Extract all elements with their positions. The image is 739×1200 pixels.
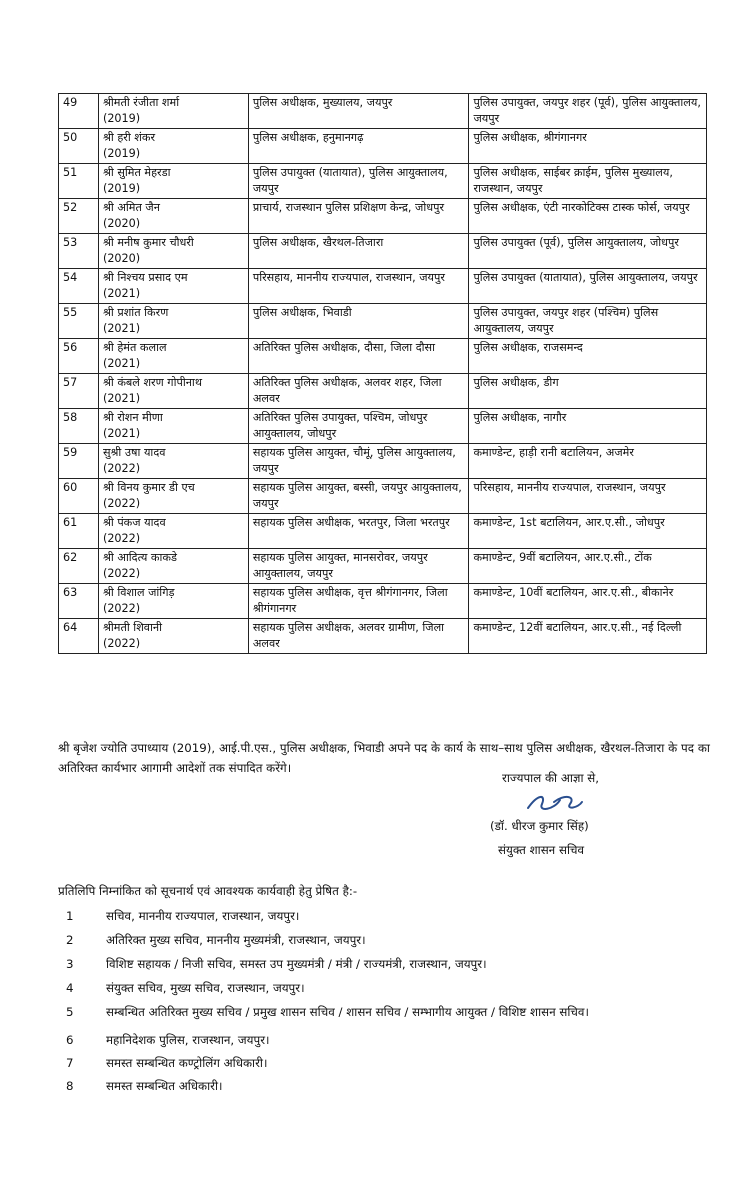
officer-name-text: श्रीमती रंजीता शर्मा xyxy=(102,96,180,109)
new-posting: पुलिस उपायुक्त (यातायात), पुलिस आयुक्तालय, जयपुर xyxy=(469,269,707,304)
officer-name-text: श्री पंकज यादव xyxy=(102,516,166,529)
batch-year: (2020) xyxy=(102,252,141,265)
current-posting: पुलिस अधीक्षक, मुख्यालय, जयपुर xyxy=(248,94,469,129)
list-item xyxy=(58,908,698,932)
new-posting: पुलिस अधीक्षक, नागौर xyxy=(469,409,707,444)
current-posting: सहायक पुलिस आयुक्त, मानसरोवर, जयपुर आयुक्तालय, जयपुर xyxy=(248,549,469,584)
serial-number: 52 xyxy=(59,199,99,234)
new-posting: कमाण्डेन्ट, 9वीं बटालियन, आर.ए.सी., टोंक xyxy=(469,549,707,584)
list-number: 7 xyxy=(66,1056,74,1070)
table-row xyxy=(59,584,707,619)
current-posting: अतिरिक्त पुलिस अधीक्षक, अलवर शहर, जिला अलवर xyxy=(248,374,469,409)
current-posting: अतिरिक्त पुलिस अधीक्षक, दौसा, जिला दौसा xyxy=(248,339,469,374)
new-posting: पुलिस अधीक्षक, श्रीगंगानगर xyxy=(469,129,707,164)
batch-year: (2020) xyxy=(102,217,141,230)
officer-cell xyxy=(98,339,248,374)
table-row xyxy=(59,129,707,164)
officer-cell xyxy=(98,514,248,549)
new-posting: कमाण्डेन्ट, 12वीं बटालियन, आर.ए.सी., नई दिल्ली xyxy=(469,619,707,654)
additional-charge-note: श्री बृजेश ज्योति उपाध्याय (2019), आई.पी.एस., पुलिस अधीक्षक, भिवाडी अपने पद के कार्य के साथ–साथ पुलिस अधीक्षक, खैरथल-तिजारा के पद का अतिरिक्त कार्यभार आगामी आदेशों तक संपादित करेंगे। xyxy=(58,740,710,775)
officer-name-text: श्री निश्चय प्रसाद एम xyxy=(102,271,188,284)
current-posting: पुलिस अधीक्षक, हनुमानगढ़ xyxy=(248,129,469,164)
officer-cell xyxy=(98,199,248,234)
officer-cell xyxy=(98,479,248,514)
table-row xyxy=(59,94,707,129)
batch-year: (2019) xyxy=(102,147,141,160)
table-row xyxy=(59,514,707,549)
officer-cell xyxy=(98,269,248,304)
officer-designation: संयुक्त शासन सचिव xyxy=(498,843,585,857)
officer-name-text: श्री प्रशांत किरण xyxy=(102,306,169,319)
list-number: 1 xyxy=(66,909,74,923)
new-posting: कमाण्डेन्ट, 10वीं बटालियन, आर.ए.सी., बीकानेर xyxy=(469,584,707,619)
list-number: 3 xyxy=(66,957,74,971)
serial-number: 60 xyxy=(59,479,99,514)
officer-name-text: श्री हरी शंकर xyxy=(102,131,156,144)
officer-cell xyxy=(98,584,248,619)
list-item xyxy=(58,1032,698,1055)
serial-number: 59 xyxy=(59,444,99,479)
list-item xyxy=(58,980,698,1004)
list-text: विशिष्ट सहायक / निजी सचिव, समस्त उप मुख्यमंत्री / मंत्री / राज्यमंत्री, राजस्थान, जयपुर। xyxy=(106,957,487,971)
batch-year: (2022) xyxy=(102,602,141,615)
current-posting: पुलिस उपायुक्त (यातायात), पुलिस आयुक्तालय, जयपुर xyxy=(248,164,469,199)
table-row xyxy=(59,304,707,339)
officer-cell xyxy=(98,444,248,479)
new-posting: पुलिस अधीक्षक, डीग xyxy=(469,374,707,409)
list-number: 6 xyxy=(66,1033,74,1047)
officer-name-text: श्री रोशन मीणा xyxy=(102,411,163,424)
list-text: संयुक्त सचिव, मुख्य सचिव, राजस्थान, जयपुर। xyxy=(106,981,305,995)
officer-name: (डॉ. धीरज कुमार सिंह) xyxy=(490,819,589,833)
officer-name-text: श्री कंबले शरण गोपीनाथ xyxy=(102,376,202,389)
batch-year: (2019) xyxy=(102,182,141,195)
officer-name-text: श्री अमित जैन xyxy=(102,201,160,214)
batch-year: (2021) xyxy=(102,357,141,370)
table-row xyxy=(59,234,707,269)
batch-year: (2019) xyxy=(102,112,141,125)
new-posting: कमाण्डेन्ट, हाड़ी रानी बटालियन, अजमेर xyxy=(469,444,707,479)
new-posting: पुलिस उपायुक्त, जयपुर शहर (पूर्व), पुलिस आयुक्तालय, जयपुर xyxy=(469,94,707,129)
serial-number: 62 xyxy=(59,549,99,584)
copy-heading: प्रतिलिपि निम्नांकित को सूचनार्थ एवं आवश्यक कार्यवाही हेतु प्रेषित है:- xyxy=(58,884,358,898)
list-item xyxy=(58,932,698,956)
table-row xyxy=(59,339,707,374)
table-row xyxy=(59,374,707,409)
serial-number: 56 xyxy=(59,339,99,374)
new-posting: पुलिस अधीक्षक, राजसमन्द xyxy=(469,339,707,374)
serial-number: 64 xyxy=(59,619,99,654)
list-item xyxy=(58,956,698,980)
serial-number: 57 xyxy=(59,374,99,409)
current-posting: सहायक पुलिस अधीक्षक, वृत्त श्रीगंगानगर, जिला श्रीगंगानगर xyxy=(248,584,469,619)
current-posting: सहायक पुलिस आयुक्त, बस्सी, जयपुर आयुक्तालय, जयपुर xyxy=(248,479,469,514)
serial-number: 53 xyxy=(59,234,99,269)
officer-name-text: श्री मनीष कुमार चौधरी xyxy=(102,236,194,249)
list-item xyxy=(58,1055,698,1078)
serial-number: 55 xyxy=(59,304,99,339)
officer-name-text: श्री विशाल जांगिड़ xyxy=(102,586,175,599)
current-posting: सहायक पुलिस अधीक्षक, अलवर ग्रामीण, जिला अलवर xyxy=(248,619,469,654)
current-posting: पुलिस अधीक्षक, भिवाडी xyxy=(248,304,469,339)
list-number: 5 xyxy=(66,1005,74,1019)
new-posting: पुलिस उपायुक्त, जयपुर शहर (पश्चिम) पुलिस आयुक्तालय, जयपुर xyxy=(469,304,707,339)
table-row xyxy=(59,164,707,199)
officer-cell xyxy=(98,549,248,584)
serial-number: 63 xyxy=(59,584,99,619)
new-posting: परिसहाय, माननीय राज्यपाल, राजस्थान, जयपुर xyxy=(469,479,707,514)
list-text: अतिरिक्त मुख्य सचिव, माननीय मुख्यमंत्री, राजस्थान, जयपुर। xyxy=(106,933,366,947)
officer-name-text: श्री विनय कुमार डी एच xyxy=(102,481,195,494)
serial-number: 58 xyxy=(59,409,99,444)
officer-cell xyxy=(98,129,248,164)
table-row xyxy=(59,269,707,304)
list-text: महानिदेशक पुलिस, राजस्थान, जयपुर। xyxy=(106,1033,270,1047)
batch-year: (2022) xyxy=(102,497,141,510)
signature-block xyxy=(478,770,638,858)
list-text: समस्त सम्बन्धित अधिकारी। xyxy=(106,1079,223,1093)
officer-cell xyxy=(98,374,248,409)
new-posting: पुलिस उपायुक्त (पूर्व), पुलिस आयुक्तालय, जोधपुर xyxy=(469,234,707,269)
table-row xyxy=(59,549,707,584)
order-line: राज्यपाल की आज्ञा से, xyxy=(502,771,599,785)
table-row xyxy=(59,199,707,234)
officer-name-text: श्री सुमित मेहरडा xyxy=(102,166,171,179)
list-text: सम्बन्धित अतिरिक्त मुख्य सचिव / प्रमुख शासन सचिव / शासन सचिव / सम्भागीय आयुक्त / विशिष्ट शासन सचिव। xyxy=(106,1005,589,1019)
officer-cell xyxy=(98,304,248,339)
list-item xyxy=(58,1004,698,1032)
list-number: 4 xyxy=(66,981,74,995)
copy-list xyxy=(58,908,698,1101)
list-text: सचिव, माननीय राज्यपाल, राजस्थान, जयपुर। xyxy=(106,909,300,923)
table-row xyxy=(59,409,707,444)
new-posting: कमाण्डेन्ट, 1st बटालियन, आर.ए.सी., जोधपुर xyxy=(469,514,707,549)
list-number: 2 xyxy=(66,933,74,947)
serial-number: 49 xyxy=(59,94,99,129)
serial-number: 54 xyxy=(59,269,99,304)
officer-cell xyxy=(98,409,248,444)
officer-name-text: श्री आदित्य काकडे xyxy=(102,551,177,564)
table-row xyxy=(59,619,707,654)
table-row xyxy=(59,479,707,514)
current-posting: अतिरिक्त पुलिस उपायुक्त, पश्चिम, जोधपुर आयुक्तालय, जोधपुर xyxy=(248,409,469,444)
table-row xyxy=(59,444,707,479)
batch-year: (2022) xyxy=(102,637,141,650)
serial-number: 50 xyxy=(59,129,99,164)
officer-name-text: श्री हेमंत कलाल xyxy=(102,341,167,354)
transfer-table-body xyxy=(59,94,707,654)
current-posting: प्राचार्य, राजस्थान पुलिस प्रशिक्षण केन्द्र, जोधपुर xyxy=(248,199,469,234)
batch-year: (2022) xyxy=(102,532,141,545)
officer-name-text: श्रीमती शिवानी xyxy=(102,621,163,634)
current-posting: सहायक पुलिस आयुक्त, चौमूं, पुलिस आयुक्तालय, जयपुर xyxy=(248,444,469,479)
list-number: 8 xyxy=(66,1079,74,1093)
current-posting: सहायक पुलिस अधीक्षक, भरतपुर, जिला भरतपुर xyxy=(248,514,469,549)
officer-cell xyxy=(98,619,248,654)
new-posting: पुलिस अधीक्षक, साईबर क्राईम, पुलिस मुख्यालय, राजस्थान, जयपुर xyxy=(469,164,707,199)
batch-year: (2021) xyxy=(102,322,141,335)
current-posting: पुलिस अधीक्षक, खैरथल-तिजारा xyxy=(248,234,469,269)
serial-number: 51 xyxy=(59,164,99,199)
new-posting: पुलिस अधीक्षक, एंटी नारकोटिक्स टास्क फोर्स, जयपुर xyxy=(469,199,707,234)
officer-cell xyxy=(98,234,248,269)
officer-cell xyxy=(98,164,248,199)
list-item xyxy=(58,1078,698,1101)
officer-cell xyxy=(98,94,248,129)
serial-number: 61 xyxy=(59,514,99,549)
batch-year: (2021) xyxy=(102,427,141,440)
current-posting: परिसहाय, माननीय राज्यपाल, राजस्थान, जयपुर xyxy=(248,269,469,304)
officer-name-text: सुश्री उषा यादव xyxy=(102,446,166,459)
batch-year: (2021) xyxy=(102,392,141,405)
batch-year: (2021) xyxy=(102,287,141,300)
batch-year: (2022) xyxy=(102,462,141,475)
batch-year: (2022) xyxy=(102,567,141,580)
signature-mark-icon xyxy=(524,790,584,814)
list-text: समस्त सम्बन्धित कण्ट्रोलिंग अधिकारी। xyxy=(106,1056,268,1070)
transfer-table xyxy=(58,93,707,654)
